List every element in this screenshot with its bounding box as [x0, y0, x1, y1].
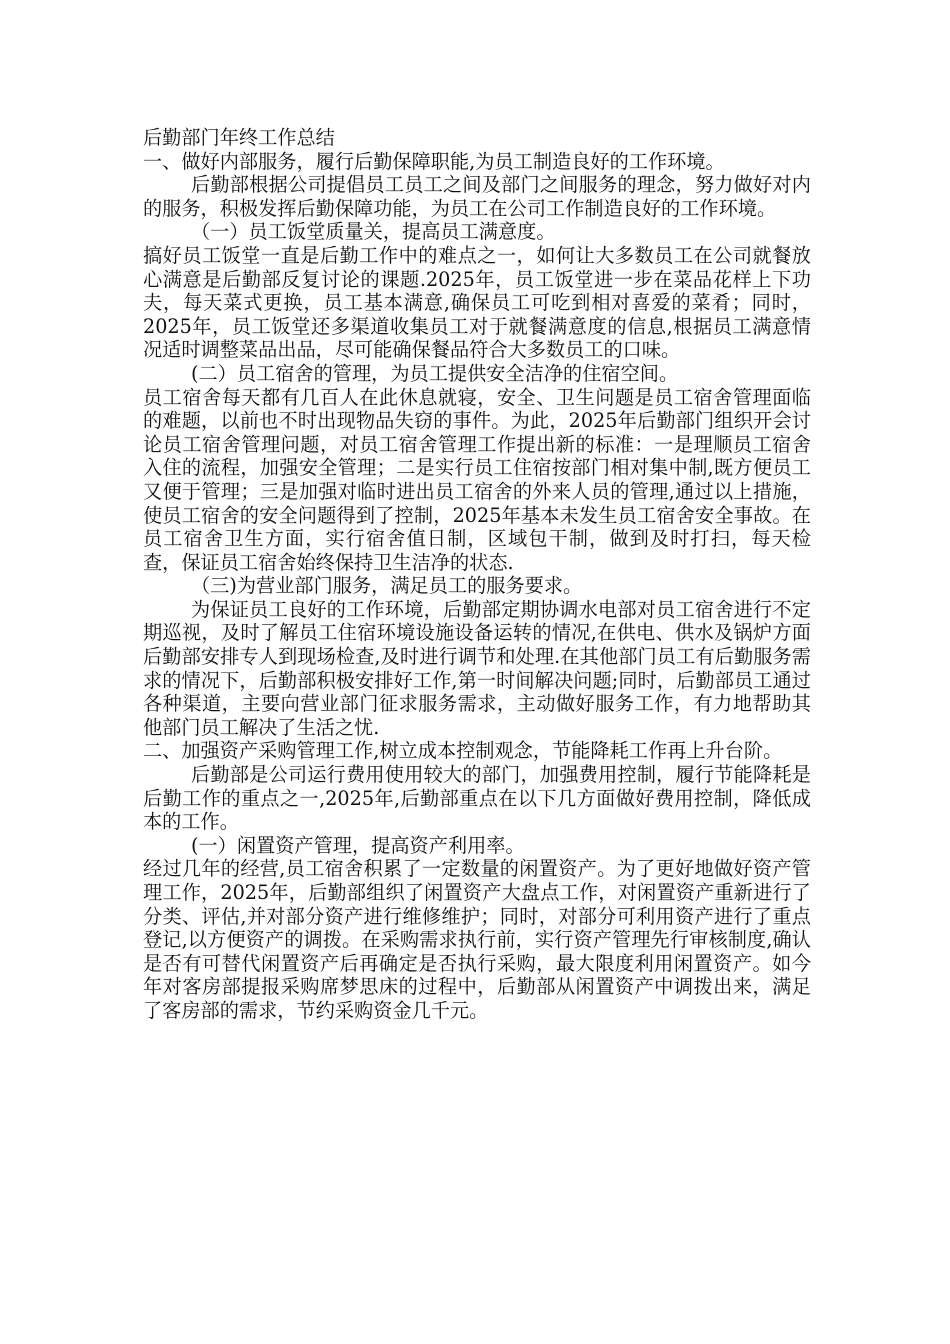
paragraph: 搞好员工饭堂一直是后勤工作中的难点之一，如何让大多数员工在公司就餐放心满意是后勤部反复讨论的课题.2025年，员工饭堂进一步在菜品花样上下功夫，每天菜式更换，员工基本满意,确保员工可吃到相对喜爱的菜肴；同时，2025年，员工饭堂还多渠道收集员工对于就餐满意度的信息,根据员工满意情况适时调整菜品出品，尽可能确保餐品符合大多数员工的口味。 [143, 243, 811, 362]
section-heading-1: 一、做好内部服务，履行后勤保障职能,为员工制造良好的工作环境。 [143, 149, 725, 173]
subsection-heading: (二）员工宿舍的管理，为员工提供安全洁净的住宿空间。 [191, 361, 679, 385]
section-heading-2: 二、加强资产采购管理工作,树立成本控制观念，节能降耗工作再上升台阶。 [143, 739, 783, 763]
subsection-heading: （一）员工饭堂质量关，提高员工满意度。 [191, 220, 556, 244]
subsection-heading: (一）闲置资产管理，提高资产利用率。 [191, 833, 525, 857]
paragraph: 后勤部是公司运行费用使用较大的部门，加强费用控制，履行节能降耗是后勤工作的重点之一,2025年,后勤部重点在以下几方面做好费用控制，降低成本的工作。 [143, 763, 811, 834]
paragraph: 后勤部根据公司提倡员工员工之间及部门之间服务的理念，努力做好对内的服务，积极发挥后勤保障功能，为员工在公司工作制造良好的工作环境。 [143, 173, 811, 220]
paragraph: 为保证员工良好的工作环境，后勤部定期协调水电部对员工宿舍进行不定期巡视，及时了解员工住宿环境设施设备运转的情况,在供电、供水及锅炉方面后勤部安排专人到现场检查,及时进行调节和处理.在其他部门员工有后勤服务需求的情况下，后勤部积极安排好工作,第一时间解决问题;同时，后勤部员工通过各种渠道，主要向营业部门征求服务需求，主动做好服务工作，有力地帮助其他部门员工解决了生活之忧. [143, 597, 811, 739]
paragraph: 经过几年的经营,员工宿舍积累了一定数量的闲置资产。为了更好地做好资产管理工作，2025年，后勤部组织了闲置资产大盘点工作，对闲置资产重新进行了分类、评估,并对部分资产进行维修维护；同时，对部分可利用资产进行了重点登记,以方便资产的调拨。在采购需求执行前，实行资产管理先行审核制度,确认是否有可替代闲置资产后再确定是否执行采购，最大限度利用闲置资产。如今年对客房部提报采购席梦思床的过程中，后勤部从闲置资产中调拨出来，满足了客房部的需求，节约采购资金几千元。 [143, 857, 811, 1022]
paragraph: 员工宿舍每天都有几百人在此休息就寝，安全、卫生问题是员工宿舍管理面临的难题，以前也不时出现物品失窃的事件。为此，2025年后勤部门组织开会讨论员工宿舍管理问题，对员工宿舍管理工作提出新的标准：一是理顺员工宿舍入住的流程，加强安全管理；二是实行员工住宿按部门相对集中制,既方便员工又便于管理；三是加强对临时进出员工宿舍的外来人员的管理,通过以上措施，使员工宿舍的安全问题得到了控制，2025年基本未发生员工宿舍安全事故。在员工宿舍卫生方面，实行宿舍值日制，区域包干制，做到及时打扫，每天检查，保证员工宿舍始终保持卫生洁净的状态. [143, 385, 811, 574]
document-body [143, 126, 811, 1023]
subsection-heading: （三)为营业部门服务，满足员工的服务要求。 [191, 574, 583, 598]
document-title: 后勤部门年终工作总结 [143, 126, 335, 149]
